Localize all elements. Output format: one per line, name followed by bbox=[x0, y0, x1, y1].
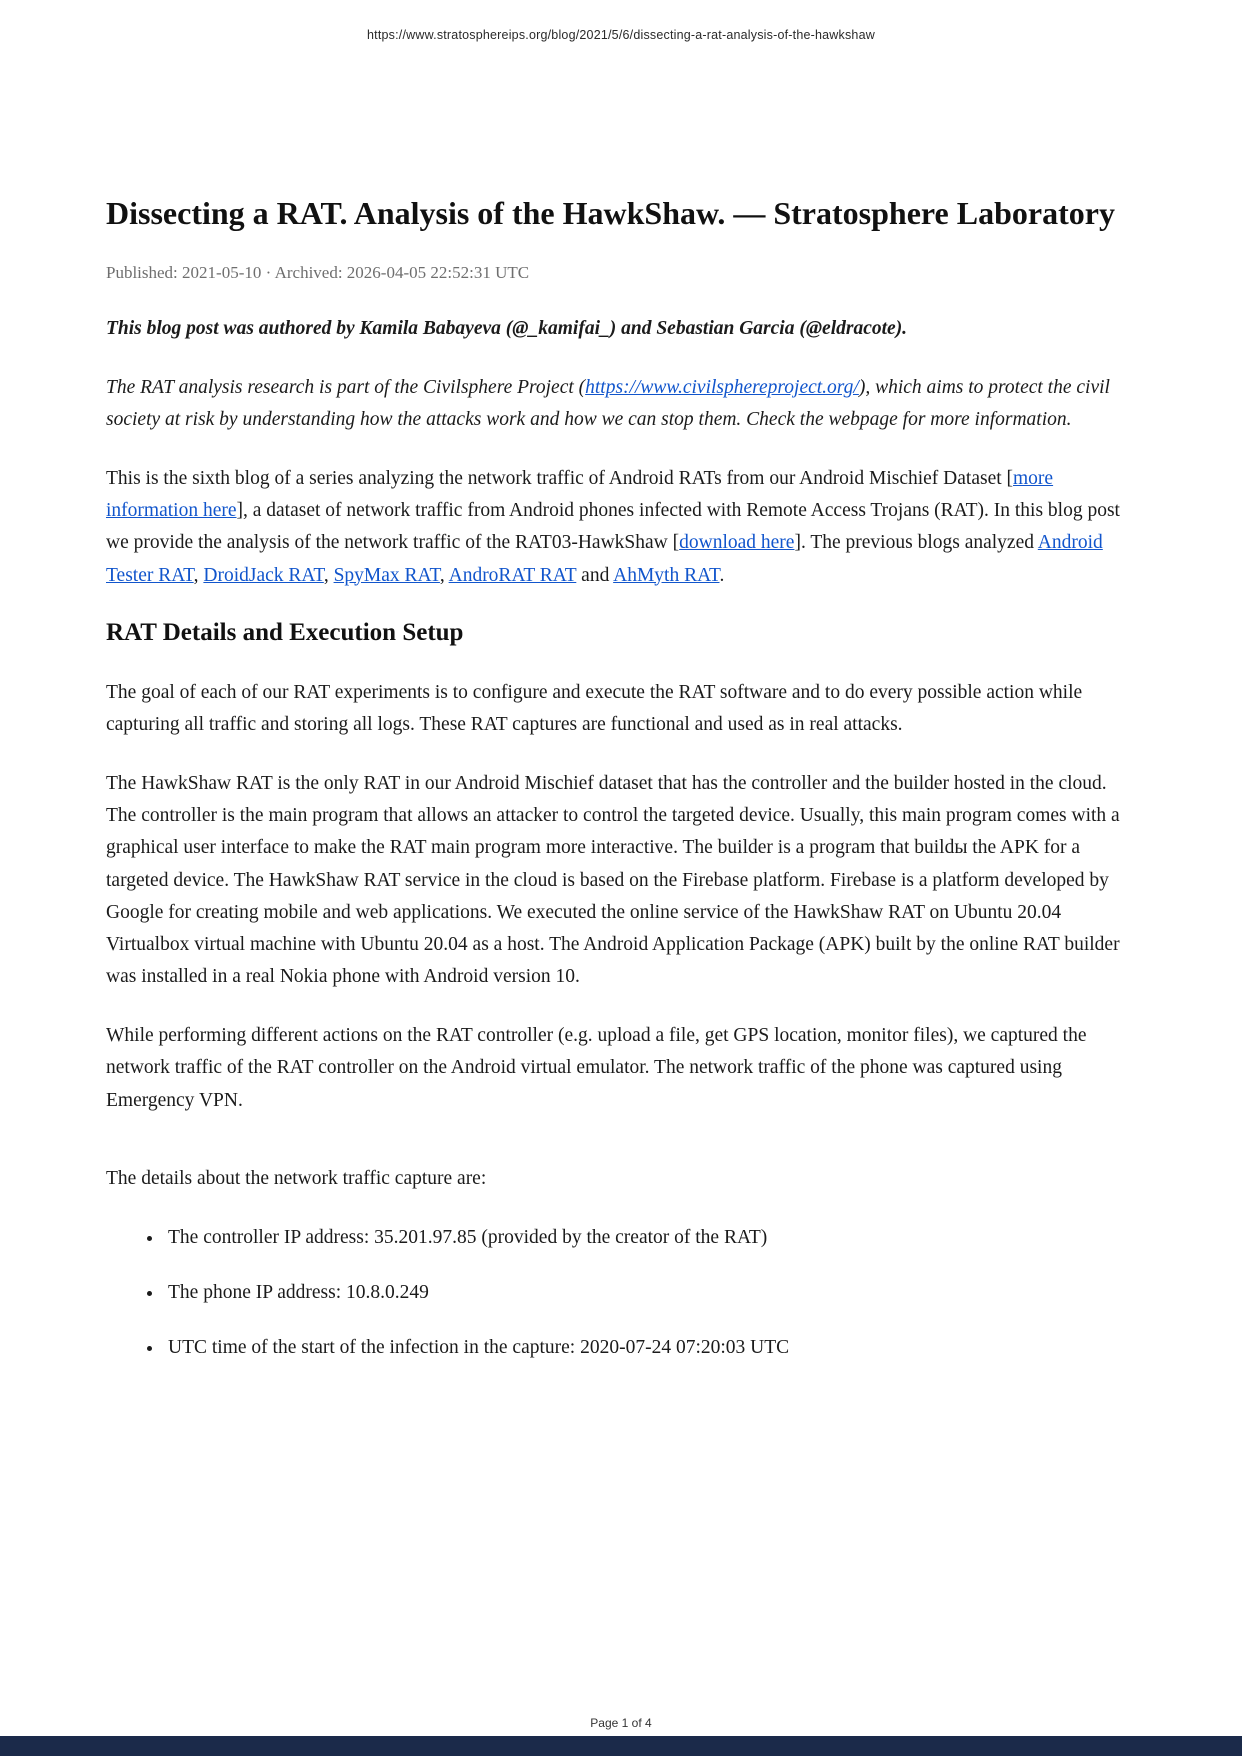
article bbox=[106, 188, 1140, 1388]
paragraph-details-intro: The details about the network traffic capture are: bbox=[106, 1167, 487, 1189]
inline-link[interactable]: Android Tester RAT bbox=[106, 532, 1103, 586]
post-meta: Published: 2021-05-10 · Archived: 2026-04-05 22:52:31 UTC bbox=[106, 262, 530, 282]
text-segment: , bbox=[439, 564, 449, 586]
text-segment: , bbox=[323, 564, 334, 586]
paragraph-actions: While performing different actions on the RAT controller (e.g. upload a file, get GPS location, monitor files), we captured the network traffic of the RAT controller on the Android virtual emulator. The network traffic of the phone was captured using Emergency VPN. bbox=[106, 1025, 1087, 1111]
author-note-paragraph bbox=[106, 313, 1140, 345]
text-segment: ], a dataset of network traffic from Android phones infected with Remote Access Trojans (RAT). In this blog post we provide the analysis of the network traffic of the RAT03-HawkShaw [ bbox=[106, 500, 1120, 554]
inline-link[interactable]: https://www.civilsphereproject.org/ bbox=[585, 376, 859, 398]
bullet-phone-ip: • The phone IP address: 10.8.0.249 bbox=[164, 1277, 1140, 1308]
inline-link[interactable]: AhMyth RAT bbox=[613, 564, 720, 586]
text-segment: The RAT analysis research is part of the Civilsphere Project ( bbox=[106, 376, 586, 398]
page-number: Page 1 of 4 bbox=[590, 1716, 652, 1730]
inline-link[interactable]: SpyMax RAT bbox=[333, 564, 440, 586]
paragraph-goal: The goal of each of our RAT experiments is to configure and execute the RAT software and to do every possible action while capturing all traffic and storing all logs. These RAT captures are functional and used as in real attacks. bbox=[106, 681, 1083, 735]
inline-link[interactable]: more information here bbox=[106, 468, 1054, 522]
source-url: https://www.stratosphereips.org/blog/2021/5/6/dissecting-a-rat-analysis-of-the-hawkshaw bbox=[367, 28, 875, 42]
text-segment: This blog post was authored by Kamila Babayeva (@_kamifai_) and Sebastian Garcia (@eldracote). bbox=[106, 317, 908, 339]
bullet-utc-time: • UTC time of the start of the infection in the capture: 2020-07-24 07:20:03 UTC bbox=[164, 1332, 1140, 1363]
text-segment: and bbox=[576, 564, 614, 586]
text-segment: ), which aims to protect the civil society at risk by understanding how the attacks work and how we can stop them. Check the webpage for more information. bbox=[106, 376, 1110, 430]
text-segment: . bbox=[719, 564, 725, 586]
inline-link[interactable]: AndroRAT RAT bbox=[448, 564, 577, 586]
intro-paragraph bbox=[106, 463, 1140, 592]
paragraph-hawkshaw: The HawkShaw RAT is the only RAT in our Android Mischief dataset that has the controller and the builder hosted in the cloud. The controller is the main program that allows an attacker to control the targeted device. Usually, this main program comes with a graphical user interface to make the RAT main program more interactive. The builder is a program that buildы the APK for a targeted device. The HawkShaw RAT service in the cloud is based on the Firebase platform. Firebase is a platform developed by Google for creating mobile and web applications. We executed the online service of the HawkShaw RAT on Ubuntu 20.04 Virtualbox virtual machine with Ubuntu 20.04 as a host. The Android Application Package (APK) built by the online RAT builder was installed in a real Nokia phone with Android version 10. bbox=[106, 773, 1120, 988]
footer-bar bbox=[0, 1736, 1242, 1756]
inline-link[interactable]: DroidJack RAT bbox=[203, 564, 324, 586]
page-title: Dissecting a RAT. Analysis of the HawkShaw. — Stratosphere Laboratory bbox=[106, 195, 1115, 231]
civilsphere-paragraph bbox=[106, 372, 1140, 436]
bullet-controller-ip: • The controller IP address: 35.201.97.85 (provided by the creator of the RAT) bbox=[164, 1222, 1140, 1253]
text-segment: ]. The previous blogs analyzed bbox=[794, 532, 1038, 554]
capture-details-list bbox=[106, 1222, 1140, 1364]
inline-link[interactable]: download here bbox=[679, 532, 795, 554]
text-segment: This is the sixth blog of a series analyzing the network traffic of Android RATs from our Android Mischief Dataset [ bbox=[106, 468, 1014, 490]
section-heading: RAT Details and Execution Setup bbox=[106, 618, 464, 646]
text-segment: , bbox=[193, 564, 204, 586]
